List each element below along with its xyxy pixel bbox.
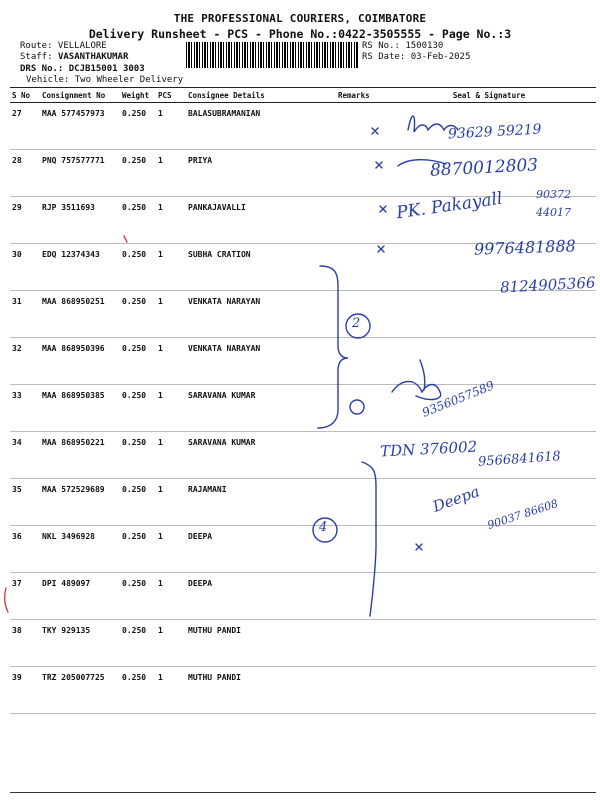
cell-consignment: MAA 868950221 [40, 432, 120, 479]
tick-38 [416, 544, 422, 550]
signature-scribble-27 [372, 116, 458, 134]
circle-count-a-text: 2 [352, 316, 361, 331]
header-signature: Seal & Signature [382, 88, 596, 103]
cell-consignee: MUTHU PANDI [186, 620, 336, 667]
cell-consignee: SARAVANA KUMAR [186, 432, 336, 479]
tick-30 [378, 246, 384, 252]
signature-scribble-34 [392, 360, 441, 399]
cell-consignment: NKL 3496928 [40, 526, 120, 573]
header-weight: Weight [120, 88, 156, 103]
circle-count-b-text: 4 [319, 520, 328, 535]
handwriting-37-name: Deepa [430, 482, 482, 516]
cell-consignment: MAA 572529689 [40, 479, 120, 526]
handwriting-28: 8870012803 [429, 155, 539, 181]
header-pcs: PCS [156, 88, 186, 103]
handwriting-34: 9356057589 [420, 378, 497, 420]
left-margin-mark [5, 588, 8, 612]
company-title: THE PROFESSIONAL COURIERS, COIMBATORE [173, 12, 427, 25]
cell-sno: 29 [10, 197, 40, 244]
cell-pcs: 1 [156, 620, 186, 667]
tick-29 [380, 206, 386, 212]
cell-consignment: MAA 577457973 [40, 103, 120, 150]
cell-weight: 0.250 [120, 620, 156, 667]
brace-36-39 [362, 462, 376, 616]
cell-consignee: MUTHU PANDI [186, 667, 336, 714]
handwriting-30: 9976481888 [473, 236, 577, 259]
cell-weight: 0.250 [120, 432, 156, 479]
drs-number: DRS No.: DCJB15001 3003 [20, 64, 145, 74]
cell-consignment: EDQ 12374343 [40, 244, 120, 291]
cell-weight: 0.250 [120, 667, 156, 714]
cell-pcs: 1 [156, 667, 186, 714]
cell-consignment: TRZ 205007725 [40, 667, 120, 714]
cell-consignment: PNQ 757577771 [40, 150, 120, 197]
route: Route: VELLALORE [20, 41, 107, 51]
cell-weight: 0.250 [120, 291, 156, 338]
rs-date: RS Date: 03-Feb-2025 [362, 52, 471, 62]
handwriting-35: TDN 376002 [379, 437, 478, 461]
handwriting-37-number: 90037 86608 [485, 496, 560, 533]
handwriting-35-number: 9566841618 [477, 449, 562, 470]
cell-weight: 0.250 [120, 197, 156, 244]
cell-consignee: PANKAJAVALLI [186, 197, 336, 244]
cell-consignee: BALASUBRAMANIAN [186, 103, 336, 150]
header-consignee: Consignee Details [186, 88, 336, 103]
cell-sno: 27 [10, 103, 40, 150]
cell-sno: 38 [10, 620, 40, 667]
vehicle: Vehicle: Two Wheeler Delivery [26, 75, 184, 85]
cell-sno: 36 [10, 526, 40, 573]
cell-consignment: MAA 868950396 [40, 338, 120, 385]
cell-sno: 37 [10, 573, 40, 620]
cell-sno: 28 [10, 150, 40, 197]
cell-sno: 35 [10, 479, 40, 526]
cell-pcs: 1 [156, 432, 186, 479]
cell-weight: 0.250 [120, 103, 156, 150]
cell-pcs: 1 [156, 150, 186, 197]
cell-weight: 0.250 [120, 244, 156, 291]
cell-pcs: 1 [156, 385, 186, 432]
handwriting-29-number: 90372 44017 [536, 188, 571, 219]
cell-sno: 33 [10, 385, 40, 432]
handwriting-27: 93629 59219 [447, 121, 542, 143]
cell-weight: 0.250 [120, 150, 156, 197]
runsheet-subtitle: Delivery Runsheet - PCS - Phone No.:0422-3505555 - Page No.:3 [88, 27, 512, 41]
cell-weight: 0.250 [120, 526, 156, 573]
staff-name: VASANTHAKUMAR [57, 52, 129, 62]
rs-number: RS No.: 1500130 [362, 41, 444, 51]
header-sno: S No [10, 88, 40, 103]
cell-consignee: PRIYA [186, 150, 336, 197]
cell-consignee: SUBHA CRATION [186, 244, 336, 291]
handwriting-29-name: PK. Pakayall [395, 188, 504, 224]
cell-pcs: 1 [156, 479, 186, 526]
cell-pcs: 1 [156, 573, 186, 620]
staff-label: Staff: [20, 52, 58, 62]
cell-pcs: 1 [156, 291, 186, 338]
cell-weight: 0.250 [120, 479, 156, 526]
cell-sno: 32 [10, 338, 40, 385]
cell-consignment: DPI 489097 [40, 573, 120, 620]
cell-consignee: VENKATA NARAYAN [186, 291, 336, 338]
cell-consignee: DEEPA [186, 573, 336, 620]
cell-consignment: MAA 868950385 [40, 385, 120, 432]
cell-pcs: 1 [156, 197, 186, 244]
cell-consignment: MAA 868950251 [40, 291, 120, 338]
cell-consignee: SARAVANA KUMAR [186, 385, 336, 432]
red-mark-30 [124, 236, 127, 242]
cell-sno: 39 [10, 667, 40, 714]
cell-consignee: DEEPA [186, 526, 336, 573]
cell-pcs: 1 [156, 244, 186, 291]
cell-consignee: RAJAMANI [186, 479, 336, 526]
cell-pcs: 1 [156, 526, 186, 573]
footer-rule [10, 792, 596, 793]
cell-pcs: 1 [156, 103, 186, 150]
cell-consignee: VENKATA NARAYAN [186, 338, 336, 385]
cell-consignment: RJP 3511693 [40, 197, 120, 244]
cell-consignment: TKY 929135 [40, 620, 120, 667]
cell-weight: 0.250 [120, 338, 156, 385]
handwriting-31: 8124905366 [499, 273, 596, 297]
circle-small [350, 400, 364, 414]
cell-weight: 0.250 [120, 385, 156, 432]
header-remarks: Remarks [336, 88, 382, 103]
cell-pcs: 1 [156, 338, 186, 385]
brace-31-34 [318, 266, 348, 428]
header-consignment: Consignment No [40, 88, 120, 103]
cell-sno: 34 [10, 432, 40, 479]
cell-sno: 31 [10, 291, 40, 338]
cell-sno: 30 [10, 244, 40, 291]
cell-weight: 0.250 [120, 573, 156, 620]
